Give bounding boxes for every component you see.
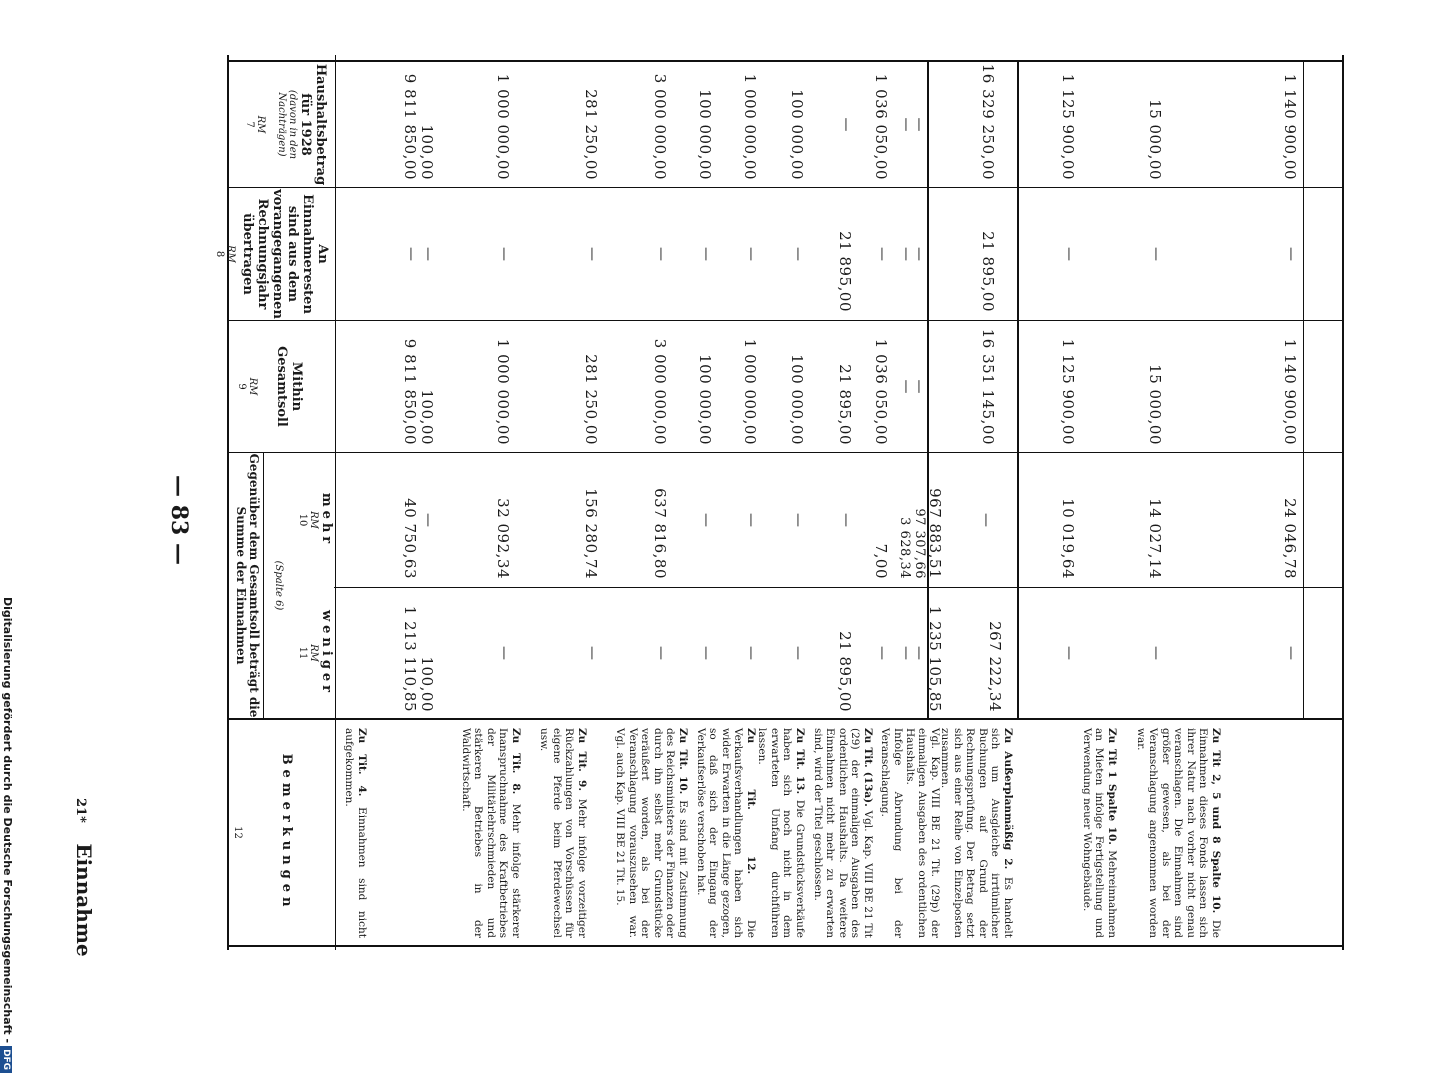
r8-c8: — [874,247,890,261]
header-group-title: Gegenüber dem Gesamtsoll beträgt die Summe der Einnahmen [234,453,261,718]
r3-c8: — [653,247,669,261]
sep-c11-c12 [227,718,1344,720]
r9-c9b: — [911,379,927,394]
remark-9-head: Zu Außerplanmäßig 2. [1002,728,1014,870]
remark-2-head: Zu Tit. 9. [576,728,588,792]
remark-6 [812,728,875,938]
r7-c8: 21 895,00 [836,231,854,312]
r3-c7: 3 000 000,00 [651,73,669,180]
r0-c11b: 100,00 [418,656,436,712]
remark-4 [695,728,758,938]
r2-0-c7: 1 125 900,00 [1059,73,1077,180]
subtotal-rule-bottom [1017,60,1019,718]
r2-1-c9: 15 000,00 [1146,364,1164,445]
header-group-sub: (Spalte 6) [273,560,284,611]
r2-c11: — [584,646,600,660]
r2-1-c11: — [1148,646,1164,660]
remark-8-text: Vgl. Kap. VIII BE 21 Tit. (29p) der einmaligen Ausgaben des ordentlichen Haushalts. [904,728,941,938]
r2-0-c10: 10 019,64 [1059,498,1077,579]
r9-c7b: — [911,117,927,132]
r0-c10: 40 750,63 [401,498,419,579]
remark-6-head: Zu Tit. (13a). [862,728,874,807]
sep-c7-c8 [227,187,1344,188]
remark-2 [538,728,588,938]
sep-c8-c9 [227,320,1344,321]
subtotal-c9: 16 351 145,00 [979,328,997,445]
r1-c9: 1 000 000,00 [494,338,512,445]
remark-11 [1135,728,1223,938]
r3-c10: 637 816,80 [651,488,669,579]
subtotal-c10: 967 883,51 [926,488,944,579]
r9-c10b: 97 307,66 [912,508,927,579]
r4-c8: — [698,247,714,261]
r8-c7: 1 036 050,00 [872,73,890,180]
group-rule [263,452,264,718]
r2-0-c9: 1 125 900,00 [1059,338,1077,445]
remark-7 [879,728,904,938]
total-rule [1303,60,1304,718]
r7-c7: — [838,117,854,132]
r5-c8: — [743,247,759,261]
r2-1-c7: 15 000,00 [1146,99,1164,180]
r1-c7: 1 000 000,00 [494,73,512,180]
subtotal-c11: 1 235 105,85 [926,605,944,712]
remark-1-head: Zu Tit. 8. [510,728,522,795]
r0-c7: 9 811 850,00 [401,73,419,180]
header-rule [335,55,336,950]
remark-8 [904,728,942,938]
header-col8-unit: RM [225,245,236,263]
r1-c8: — [496,247,512,261]
header-col10-unit: RM [308,511,319,529]
r5-c7: 1 000 000,00 [741,73,759,180]
remark-6-text: Vgl. Kap. VIII BE 21 Tit (29) der einmaligen Ausgaben des ordentlichen Haushalts. Da weitere Einnahmen nicht mehr zu erwarten sind, wird der Titel geschlossen. [812,728,874,938]
r4-c9: 100 000,00 [696,354,714,445]
r9-c11b: — [911,646,927,660]
remark-7-text: Infolge Abrundung bei der Veranschlagung. [879,728,904,938]
remark-11-text: Die Einnahmen dieses Fonds lassen sich ihrer Natur nach vorher nicht genau veranschlagen. Die Einnahmen sind größer gewesen, als bei der Veranschlagung angenommen worden war. [1135,728,1222,938]
subtotal-c8: 21 895,00 [979,231,997,312]
r5-c11: — [743,646,759,660]
r2-1-c8: — [1148,247,1164,261]
r9-c11: — [898,646,914,660]
remark-5-head: Zu Tit. 13. [794,728,806,795]
header-col8-num: 8 [214,250,225,258]
remark-2-text: Mehr infolge vorzeitiger Rückzahlungen von Vorschüssen für eigene Pferde beim Pferdewechsel usw. [538,728,588,938]
page-marker-text: 21* [73,798,88,823]
r9-c8b: — [911,247,927,261]
header-col9-num: 9 [236,383,247,390]
r1-c11: — [496,646,512,660]
r1-c10: 32 092,34 [494,498,512,579]
r6-c7: 100 000,00 [788,89,806,180]
r2-2-c11: — [1283,646,1299,660]
r7-c9: 21 895,00 [836,364,854,445]
header-col10 [286,453,334,587]
header-col12-num: 12 [232,826,243,839]
header-col11-unit: RM [308,644,319,662]
r9-c8: — [898,247,914,261]
r2-2-c8: — [1283,247,1299,261]
r3-c9: 3 000 000,00 [651,338,669,445]
remark-0-head: Zu Tit. 4. [356,728,368,797]
remark-0-text: Einnahmen sind nicht aufgekommen. [343,728,368,938]
header-col11-num: 11 [297,646,308,660]
page-marker-unrotated [68,798,88,838]
r0-c10b: — [420,513,436,527]
r6-c9: 100 000,00 [788,354,806,445]
r4-c11: — [698,646,714,660]
header-col7-title: Haushaltsbetrag für 1928 [298,63,328,186]
r7-c10: — [838,513,854,527]
r0-c9b: 100,00 [418,389,436,445]
header-col7-sub: (davon in den Nachträgen) [276,89,298,160]
remark-5 [756,728,806,938]
r2-2-c7: 1 140 900,00 [1281,73,1299,180]
remark-10-text: Mehreinnahmen an Mieten infolge Fertigstellung und Verwendung neuer Wohngebäude. [1081,728,1118,938]
r9-c9: — [898,379,914,394]
r2-2-c9: 1 140 900,00 [1281,338,1299,445]
r6-c11: — [790,646,806,660]
footer-text: Digitalisierung gefördert durch die Deutsche Forschungsgemeinschaft - [1,597,14,1044]
r3-c11: — [653,646,669,660]
left-rule [227,60,1344,62]
remark-5-text: Die Grundstücksverkäufe haben sich noch nicht in dem erwarteten Umfang durchführen lassen. [756,728,806,938]
r0-c7b: 100,00 [418,124,436,180]
header-col7 [230,62,334,187]
r5-c9: 1 000 000,00 [741,338,759,445]
header-col11 [286,588,334,718]
footer [0,597,14,1071]
remark-9 [939,728,1014,938]
header-col9-title: Mithin Gesamtsoll [274,346,304,427]
r4-c7: 100 000,00 [696,89,714,180]
header-col7-unit: RM [255,115,266,134]
sep-c9-c10 [227,452,1344,453]
header-group [229,453,262,718]
right-rule [227,945,1344,947]
remark-1-text: Mehr infolge stärkerer Inanspruchnahme des Kraftbetriebes der Militärlehrschmieden und stärkeren Betriebes in der Waldwirtschaft. [460,728,522,938]
r6-c10: — [790,513,806,527]
r8-c10: 7,00 [872,543,890,579]
remark-10-head: Zu Tit 1 Spalte 10. [1106,728,1118,845]
header-col10-num: 10 [297,513,308,527]
r2-0-c8: — [1061,247,1077,261]
r2-0-c11: — [1061,646,1077,660]
r2-2-c10: 24 046,78 [1281,498,1299,579]
r9-c7: — [898,117,914,132]
r2-c7v: 281 250,00 [582,89,600,180]
r6-c8: — [790,247,806,261]
header-col10-title: mehr [319,492,334,548]
remark-4-head: Zu Tit. 12. [745,728,757,875]
page-title: — 83 — [166,475,192,565]
remark-11-head: Zu Tit 2, 5 und 8 Spalte 10. [1210,728,1222,914]
header-col12 [230,720,334,945]
subtotal-c7: 16 329 250,00 [979,63,997,180]
r2-c10: 156 280,74 [582,488,600,579]
header-col11-title: weniger [319,609,334,697]
remark-10 [1081,728,1119,938]
remark-1 [460,728,523,938]
header-col8 [214,188,334,320]
header-col9-unit: RM [247,377,258,396]
header-col9 [230,321,334,452]
r9-c10: 3 628,34 [897,517,912,579]
remark-3 [614,728,689,938]
r2-c8: — [584,247,600,261]
r5-c10: — [743,513,759,527]
header-col12-title: Bemerkungen [279,753,294,912]
remark-3-text: Es sind mit Zustimmung des Reichsministers der Finanzen oder durch ihn selbst mehr Grundstücke veräußert worden, als bei der Veranschlagung vorauszusehen war. Vgl. auch Kap. VIII BE 21 Tit. 15. [614,728,689,939]
r2-1-c10: 14 027,14 [1146,498,1164,579]
r8-c9: 1 036 050,00 [872,338,890,445]
subtotal-c11b: 267 222,34 [986,621,1004,712]
remark-0 [343,728,368,938]
r8-c11: — [874,646,890,660]
r0-c8b: — [420,247,436,261]
dfg-logo: DFG [0,1046,12,1073]
header-col7-num: 7 [244,121,255,128]
header-col8-title: An Einnahmeresten sind aus dem vorangegangenen Rechnungsjahr übertragen [240,189,330,319]
r0-c11: 1 213 110,85 [401,605,419,712]
remark-4-text: Die Verkaufsverhandlungen haben sich wider Erwarten in die Länge gezogen, so daß sich der Eingang der Verkaufserlöse verschoben hat. [695,728,757,938]
subtotal-c10-dash: — [978,513,994,527]
r7-c11: 21 895,00 [836,631,854,712]
r0-c9: 9 811 850,00 [401,338,419,445]
remark-3-head: Zu Tit. 10. [677,728,689,795]
r0-c8: — [403,247,419,261]
bottom-rule [1342,55,1344,950]
r4-c10: — [698,513,714,527]
r2-c9: 281 250,00 [582,354,600,445]
remark-9-text: Es handelt sich um Ausgleiche irrtümlicher Buchungen auf Grund der Rechnungsprüfung. Der Betrag setzt sich aus einer Reihe von Einzelposten zusammen. [939,728,1014,938]
section-heading: Einnahme [72,843,96,957]
